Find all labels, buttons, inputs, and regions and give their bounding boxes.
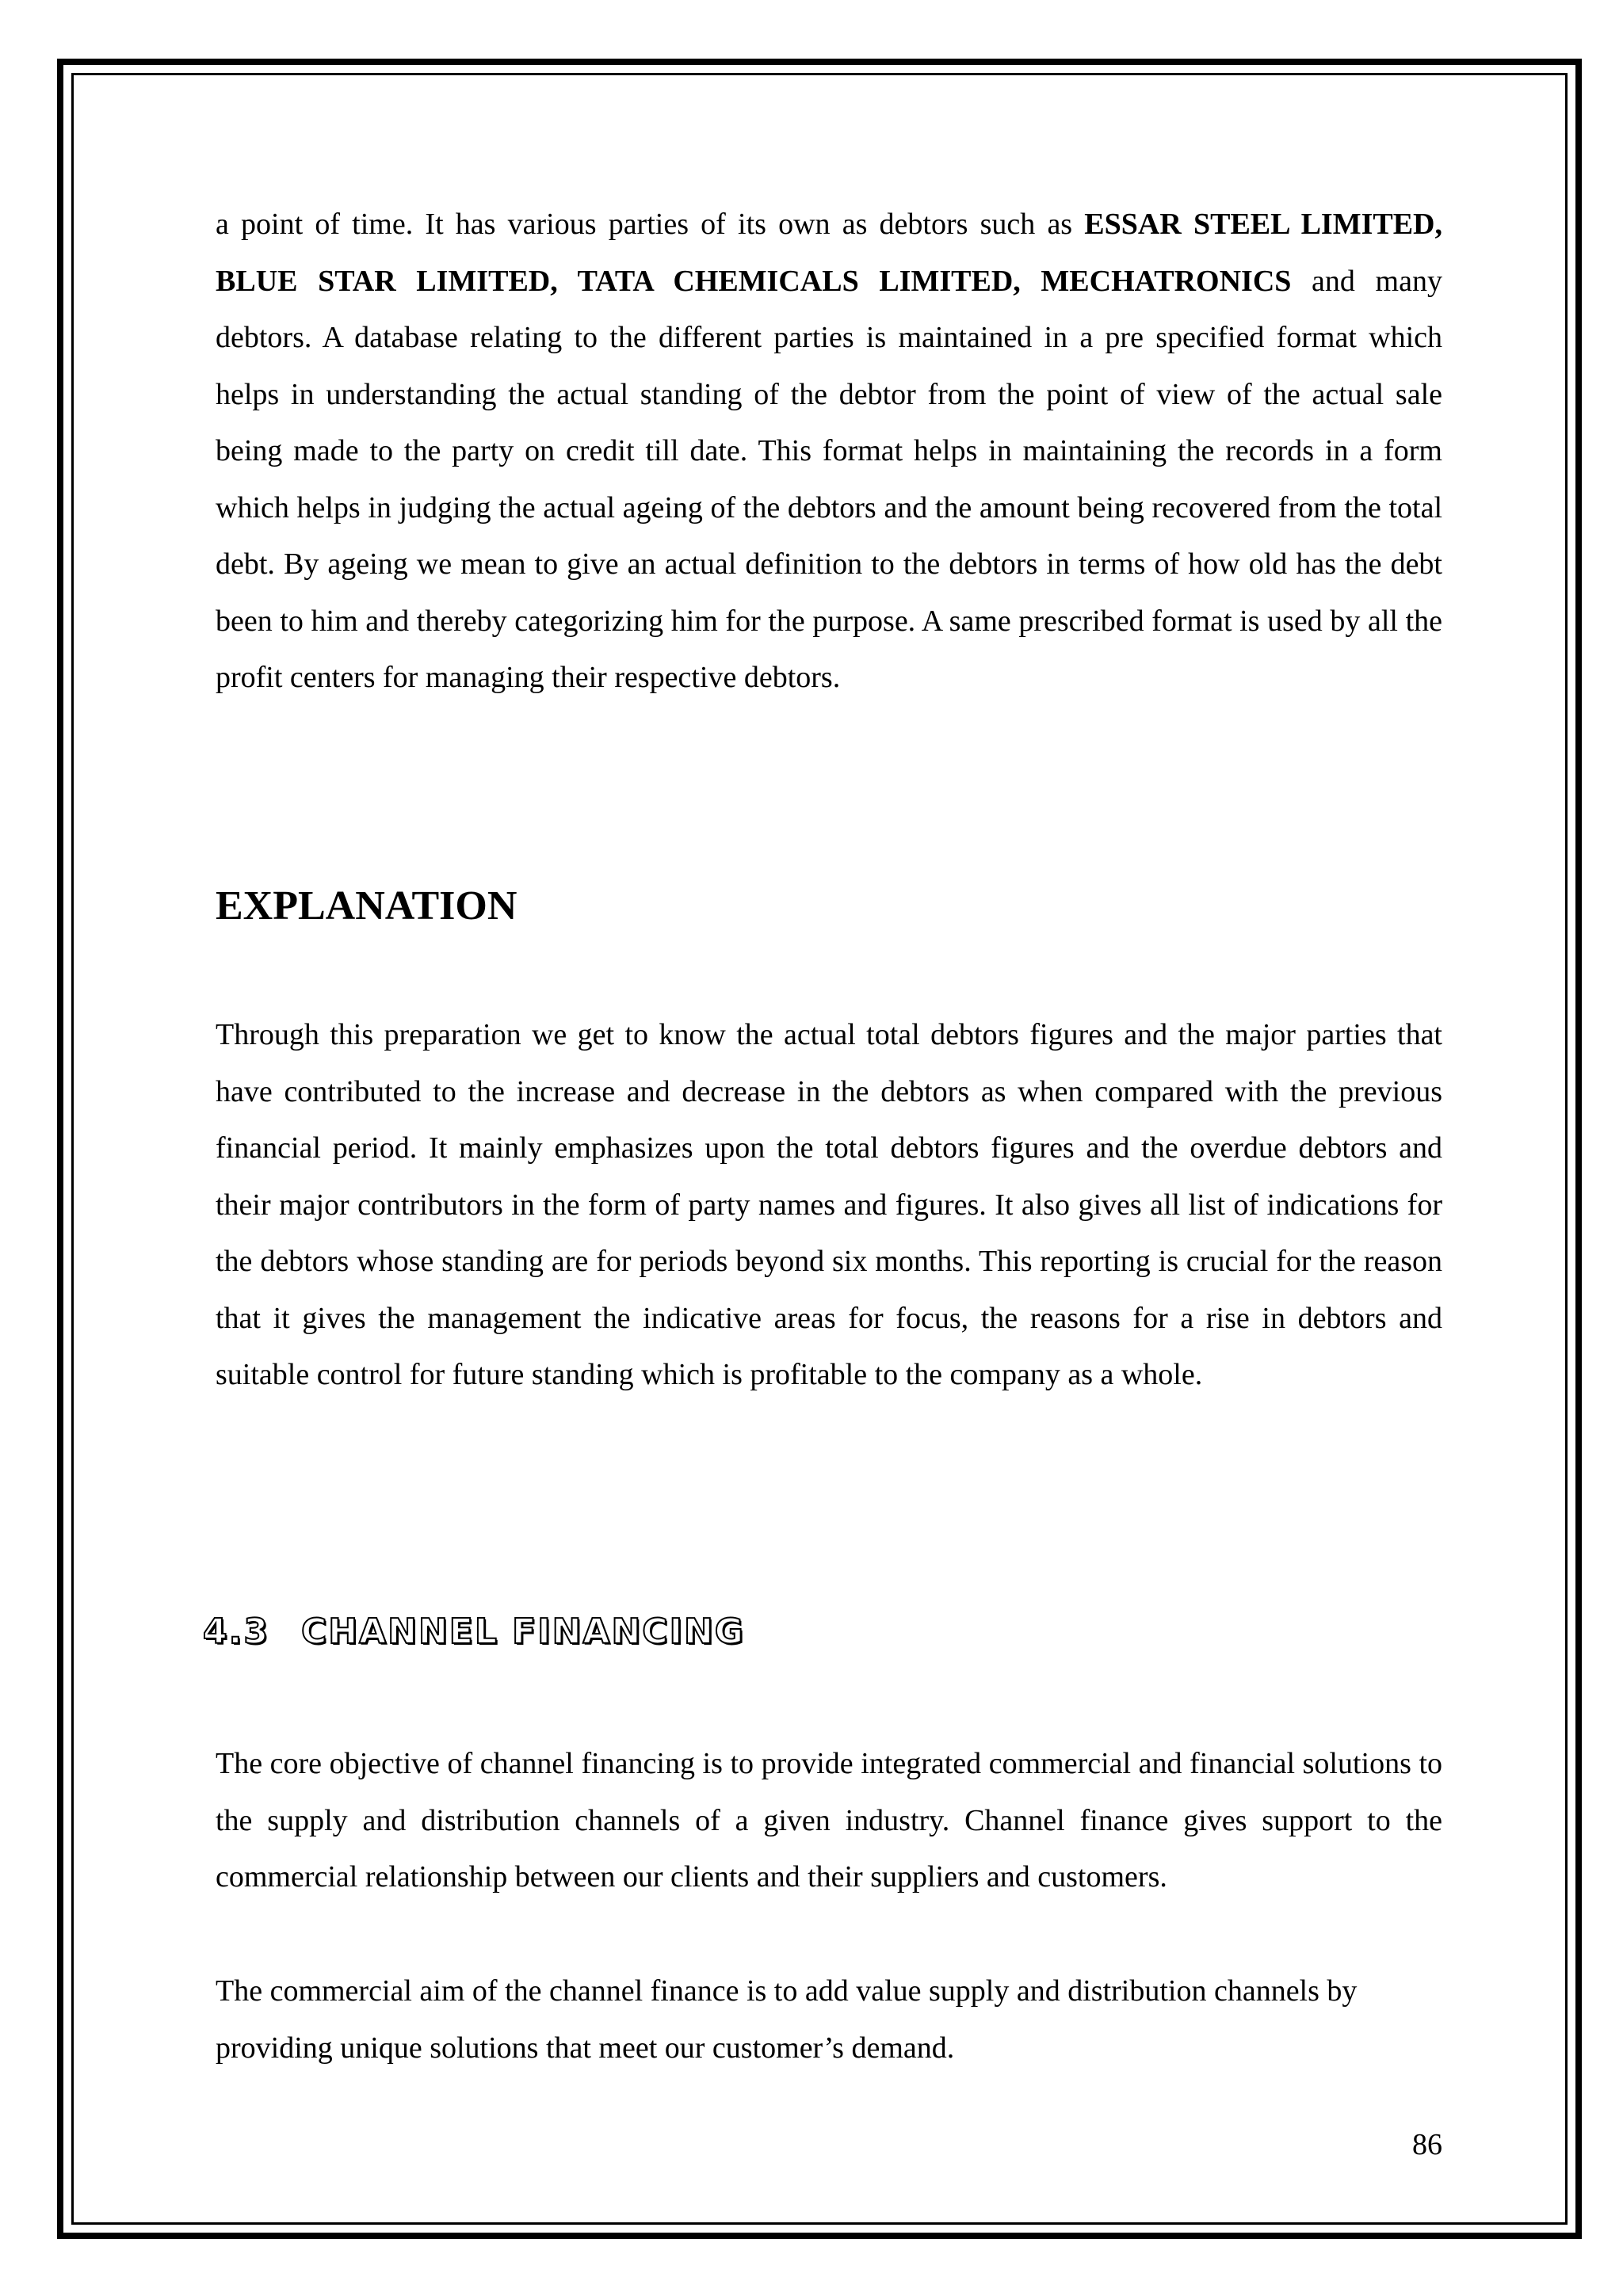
intro-text-2: and many debtors. A database relating to the different parties is maintained in a pre specified format which helps in understanding the actual standing of the debtor from the point of view of the actual sale being made to the party on credit till date. This format helps in maintaining the records in a form which helps in judging the actual ageing of the debtors and the amount being recovered from the total debt. By ageing we mean to give an actual definition to the debtors in terms of how old has the debt been to him and thereby categorizing him for the purpose. A same prescribed format is used by all the profit centers for managing their respective debtors. (216, 264, 1442, 694)
channel-financing-paragraph-1: The core objective of channel financing is to provide integrated commercial and financial solutions to the supply and distribution channels of a given industry. Channel finance gives support to the commercial relationship between our clients and their suppliers and customers. (216, 1747, 1442, 1894)
section-title: CHANNEL FINANCING (300, 1611, 745, 1652)
intro-text-1: a point of time. It has various parties of its own as debtors such as (216, 208, 1085, 241)
explanation-heading: EXPLANATION (216, 883, 517, 929)
intro-paragraph (216, 196, 1442, 707)
debtor-names: ESSAR STEEL LIMITED, BLUE STAR LIMITED, TATA CHEMICALS LIMITED, MECHATRONICS (216, 208, 1443, 298)
channel-financing-paragraph-2: The commercial aim of the channel finance is to add value supply and distribution channels by providing unique solutions that meet our customer’s demand. (216, 1974, 1358, 2065)
section-number: 4.3 (203, 1611, 269, 1652)
explanation-paragraph: Through this preparation we get to know the actual total debtors figures and the major parties that have contributed to the increase and decrease in the debtors as when compared with the previous financial period. It mainly emphasizes upon the total debtors figures and the overdue debtors and their major contributors in the form of party names and figures. It also gives all list of indications for the debtors whose standing are for periods beyond six months. This reporting is crucial for the reason that it gives the management the indicative areas for focus, the reasons for a rise in debtors and suitable control for future standing which is profitable to the company as a whole. (216, 1018, 1442, 1391)
page-number: 86 (1412, 2128, 1442, 2161)
section-heading (203, 1610, 745, 1654)
